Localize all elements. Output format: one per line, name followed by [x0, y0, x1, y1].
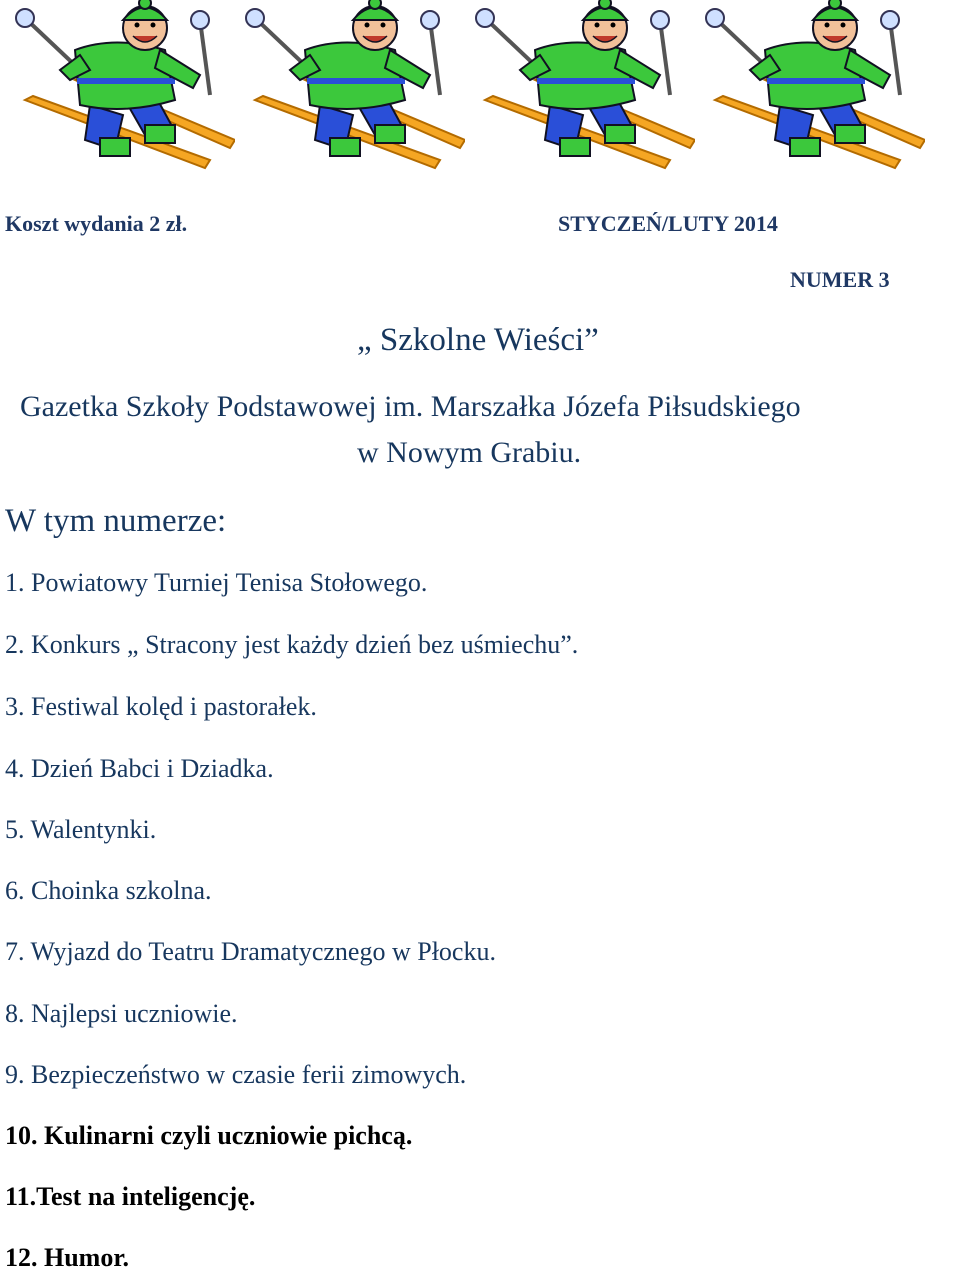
issue-number: NUMER 3 [790, 267, 890, 292]
toc-item: 3. Festiwal kolęd i pastorałek. [5, 692, 317, 721]
price-label: Koszt wydania 2 zł. [5, 211, 188, 236]
toc-item: 12. Humor. [5, 1243, 129, 1272]
newspaper-subtitle-line2: w Nowym Grabiu. [357, 436, 582, 469]
toc-item: 7. Wyjazd do Teatru Dramatycznego w Płocku. [5, 937, 496, 966]
toc-item: 10. Kulinarni czyli uczniowie pichcą. [5, 1121, 413, 1150]
toc-item: 4. Dzień Babci i Dziadka. [5, 754, 274, 783]
toc-heading: W tym numerze: [5, 503, 227, 539]
skier-illustrations [0, 0, 960, 185]
toc-item: 11.Test na inteligencję. [5, 1182, 256, 1211]
issue-date: STYCZEŃ/LUTY 2014 [558, 211, 778, 236]
newspaper-title: „ Szkolne Wieści” [357, 322, 599, 358]
toc-item: 6. Choinka szkolna. [5, 876, 212, 905]
newspaper-subtitle-line1: Gazetka Szkoły Podstawowej im. Marszałka Józefa Piłsudskiego [20, 390, 801, 423]
skier-icon [5, 0, 235, 185]
skier-icon [465, 0, 695, 185]
toc-item: 2. Konkurs „ Stracony jest każdy dzień bez uśmiechu”. [5, 630, 579, 659]
skier-icon [235, 0, 465, 185]
skier-icon [695, 0, 925, 185]
toc-item: 8. Najlepsi uczniowie. [5, 999, 238, 1028]
toc-item: 1. Powiatowy Turniej Tenisa Stołowego. [5, 568, 428, 597]
toc-item: 5. Walentynki. [5, 815, 157, 844]
toc-item: 9. Bezpieczeństwo w czasie ferii zimowych. [5, 1060, 467, 1089]
